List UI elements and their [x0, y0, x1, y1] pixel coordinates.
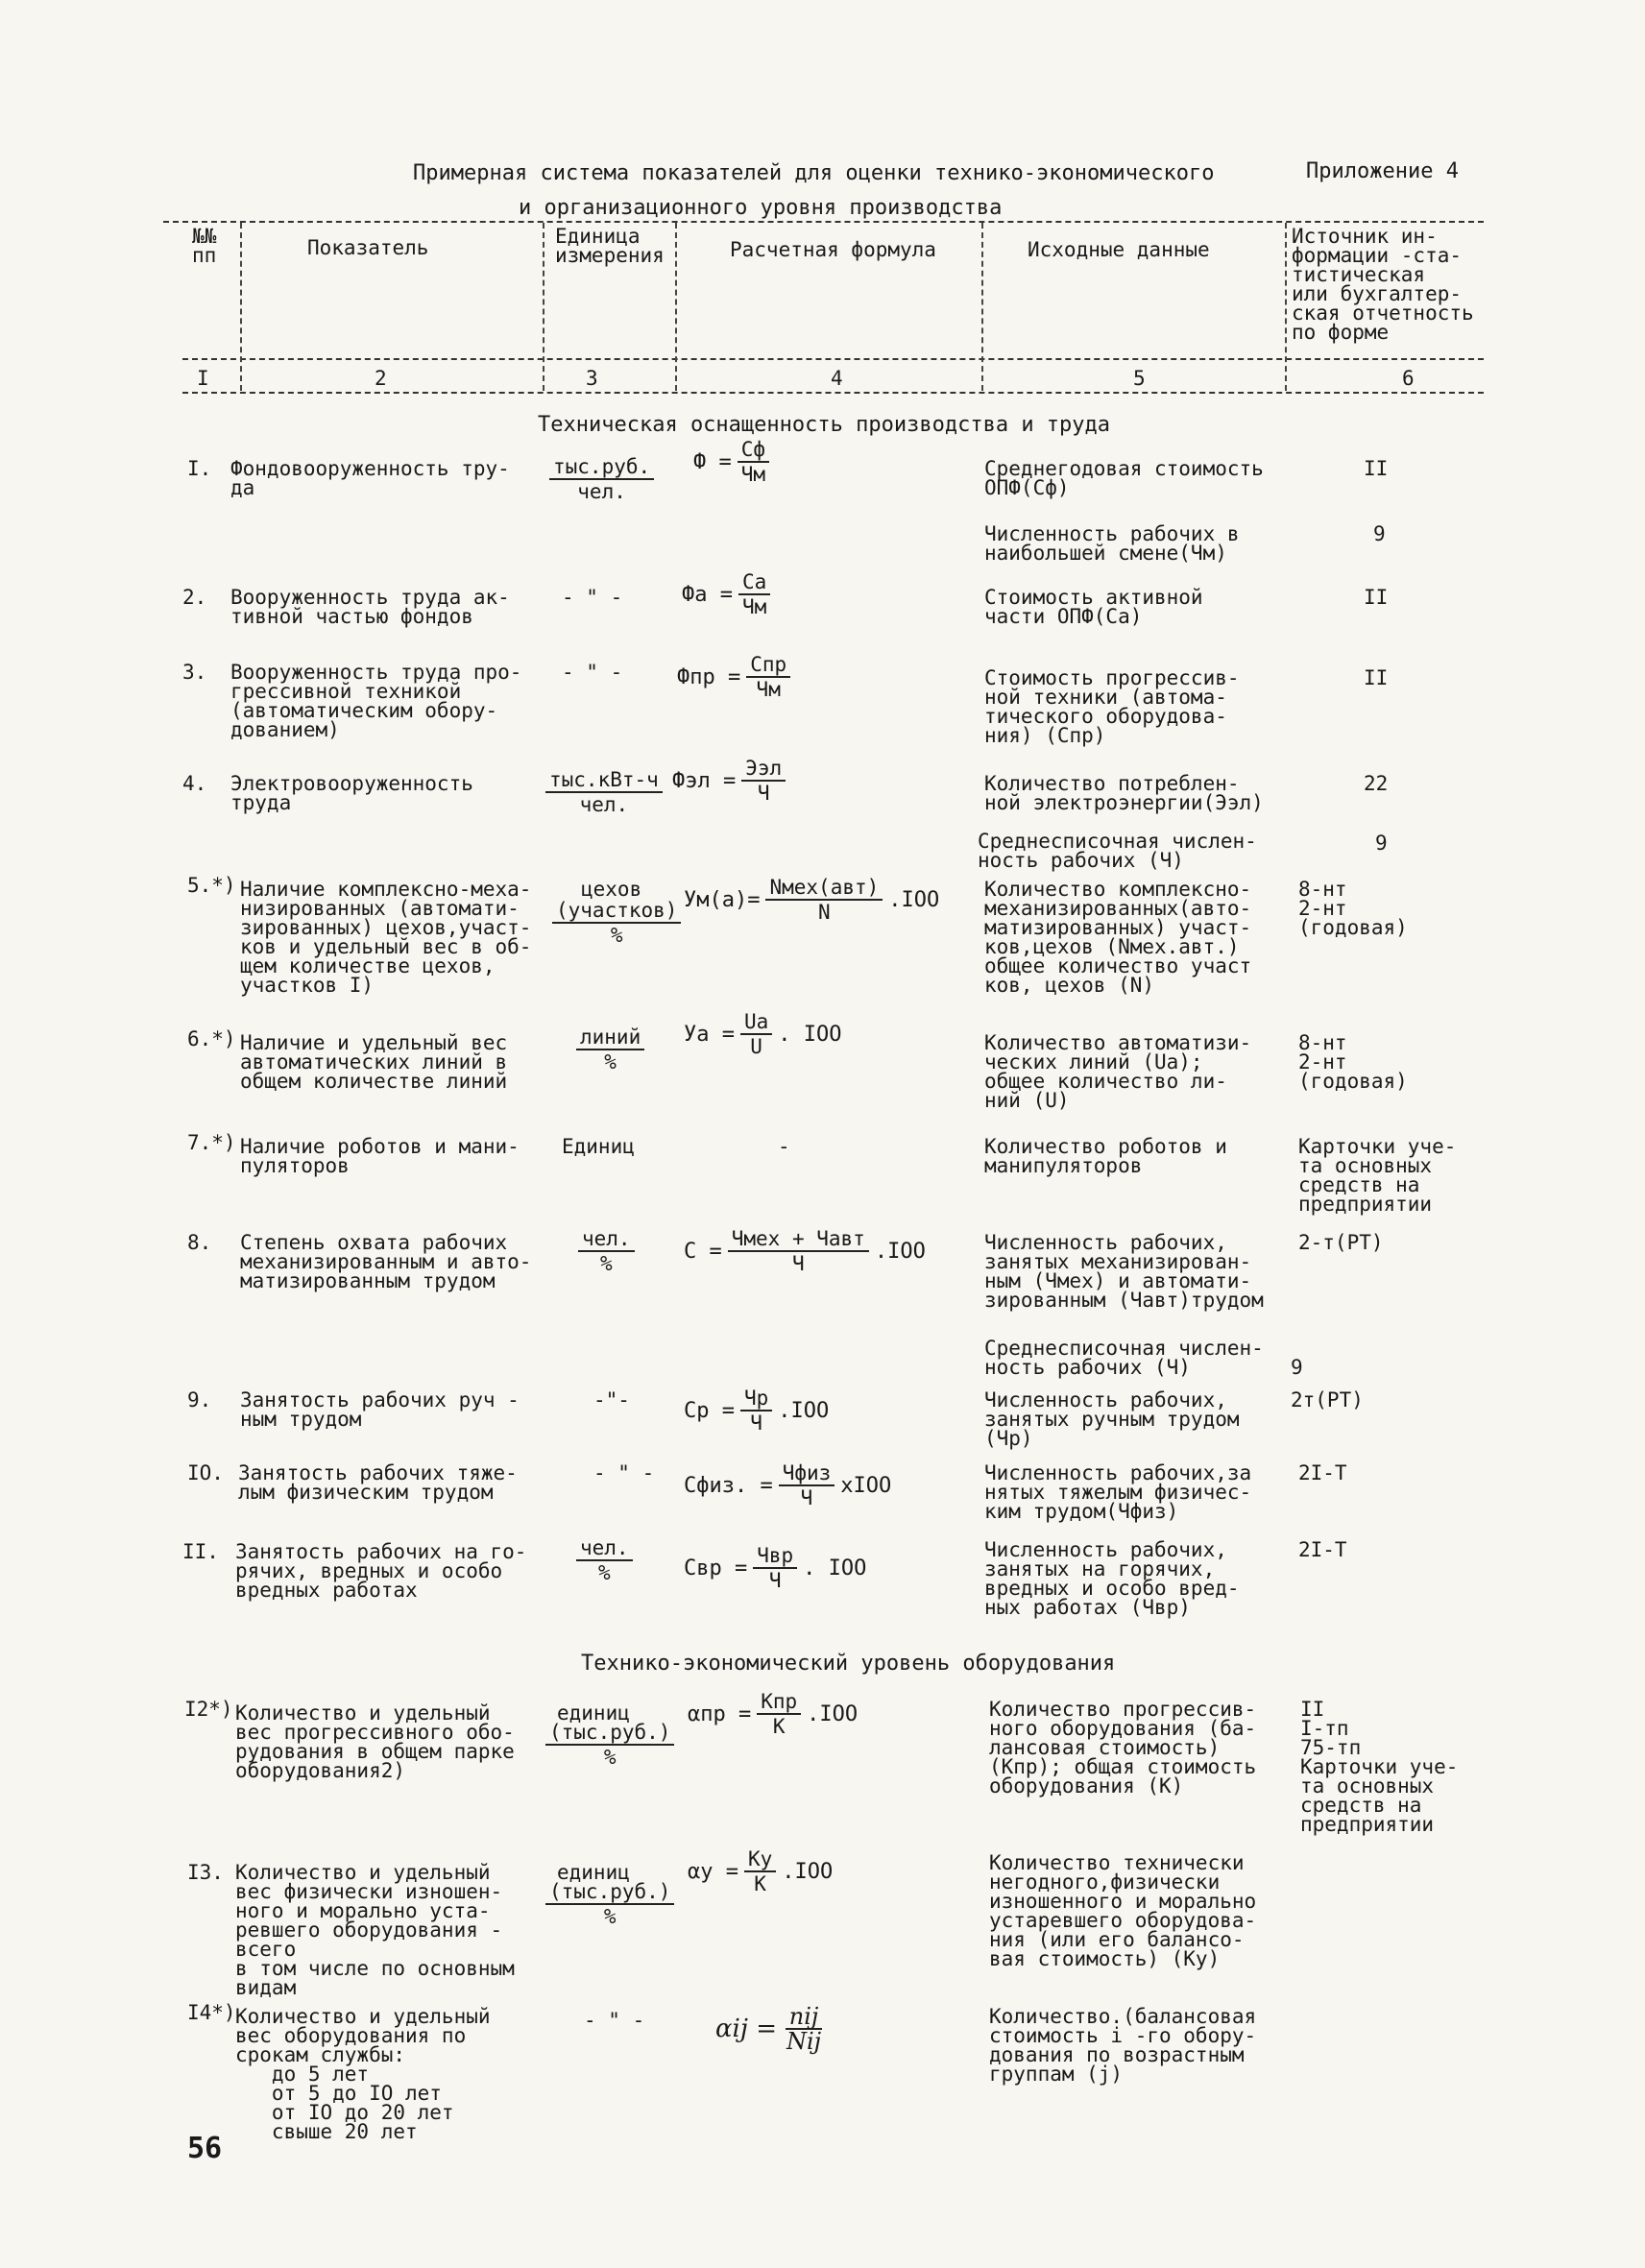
row-unit: Единиц	[562, 1135, 635, 1158]
col-divider-1	[240, 223, 242, 391]
col-number-2: 2	[375, 367, 387, 390]
header-unit: Единица измерения	[555, 225, 665, 267]
formula-lhs: αпр =	[688, 1701, 752, 1726]
formula-lhs: αij =	[715, 2015, 777, 2043]
row-formula	[684, 1387, 829, 1435]
unit-denominator: чел.	[579, 793, 629, 816]
formula-denominator: N	[818, 901, 831, 924]
row-indicator: Фондовооруженность тру- да	[230, 457, 510, 499]
row-source-data: Количество технически негодного,физически изношенного и морально устаревшего оборудова- ния (или его балансо- вая стоимость) (Ку)	[989, 1851, 1257, 1970]
formula-tail: .IOO	[807, 1701, 859, 1726]
row-source-data: Количество автоматизи- ческих линий (Ua); общее количество ли- ний (U)	[984, 1031, 1252, 1112]
row-formula	[684, 1544, 866, 1592]
unit-numerator: (тыс.руб.)	[545, 1880, 674, 1905]
formula-denominator: К	[754, 1872, 766, 1895]
row-source-data: Количество роботов и манипуляторов	[984, 1135, 1227, 1177]
row-stat-source: 8-нт 2-нт (годовая)	[1298, 1031, 1408, 1093]
row-indicator: Количество и удельный вес физически изношен- ного и морально уста- ревшего оборудования - всего в том числе по основным видам	[235, 1861, 515, 1999]
row-source-data: Среднесписочная числен- ность рабочих (Ч)	[978, 830, 1257, 872]
row-stat-source: 22	[1364, 772, 1389, 795]
formula-denominator: К	[772, 1715, 786, 1738]
unit-denominator: %	[603, 1746, 617, 1769]
document-title-line2: и организационного уровня производства	[519, 196, 1003, 220]
header-indicator: Показатель	[307, 236, 429, 259]
formula-denominator: Nij	[786, 2028, 822, 2055]
unit-denominator: %	[610, 924, 623, 947]
formula-lhs: Ср =	[684, 1398, 735, 1423]
formula-tail: .IOO	[888, 887, 940, 912]
row-formula	[688, 1690, 858, 1738]
formula-numerator: Чфиз	[779, 1461, 835, 1486]
appendix-label: Приложение 4	[1306, 159, 1459, 183]
unit-numerator: линий	[576, 1025, 644, 1050]
col-number-5: 5	[1133, 367, 1146, 390]
row-indicator: Электровооруженность труда	[230, 772, 473, 814]
unit-denominator: %	[599, 1252, 613, 1275]
formula-denominator: Ч	[757, 782, 770, 805]
formula-lhs: Фэл =	[672, 768, 737, 793]
row-unit: -"-	[593, 1388, 630, 1411]
formula-numerator: Са	[738, 570, 770, 595]
header-stat-source: Источник ин- формации -ста- тистическая или бухгалтер- ская отчетность по форме	[1292, 225, 1474, 344]
formula-numerator: Ээл	[741, 757, 786, 782]
row-stat-source: 2I-Т	[1298, 1461, 1347, 1484]
unit-denominator: %	[604, 1050, 617, 1074]
header-source-data: Исходные данные	[1028, 238, 1210, 261]
row-source-data: Стоимость активной части ОПФ(Са)	[984, 586, 1203, 628]
row-stat-source: Карточки уче- та основных средств на предприятии	[1298, 1135, 1457, 1216]
formula-lhs: Свр =	[684, 1556, 748, 1580]
row-unit	[545, 1721, 674, 1769]
row-unit	[578, 1227, 635, 1275]
col-divider-2	[543, 223, 544, 391]
row-stat-source: 8-нт 2-нт (годовая)	[1298, 878, 1408, 939]
unit-denominator: %	[597, 1561, 611, 1584]
formula-numerator: Ку	[744, 1847, 776, 1872]
formula-denominator: Ч	[800, 1486, 813, 1509]
formula-tail: .IOO	[782, 1859, 834, 1884]
formula-numerator: Спр	[746, 653, 790, 678]
row-stat-source: 9	[1291, 1356, 1303, 1379]
row-stat-source: 2-т(РТ)	[1298, 1231, 1384, 1254]
formula-numerator: Ua	[740, 1010, 772, 1035]
formula-lhs: Ум(а)=	[684, 887, 761, 912]
row-unit	[552, 899, 681, 947]
row-unit: - " -	[562, 661, 623, 684]
col-divider-5	[1285, 223, 1287, 391]
formula-numerator: Кпр	[757, 1690, 801, 1715]
row-stat-source: 9	[1373, 522, 1386, 545]
row-indicator: Наличие комплексно-меха- низированных (автомати- зированных) цехов,участ- ков и удельный вес в об- щем количестве цехов, участков I)	[240, 878, 532, 997]
unit-numerator: (тыс.руб.)	[545, 1721, 674, 1746]
formula-numerator: nij	[786, 2005, 823, 2030]
row-number: I4*)	[187, 2001, 236, 2024]
row-unit	[549, 455, 654, 503]
formula-lhs: Сфиз. =	[684, 1473, 773, 1498]
row-unit-top: цехов	[581, 878, 642, 901]
formula-tail: .IOO	[874, 1239, 926, 1264]
row-stat-source: II	[1364, 457, 1389, 480]
row-unit-top: единиц	[557, 1701, 630, 1725]
row-unit: - " -	[562, 586, 623, 609]
formula-numerator: Nмех(авт)	[765, 876, 883, 901]
row-unit	[545, 1880, 674, 1928]
row-number: 8.	[187, 1231, 212, 1254]
formula-denominator: Ч	[750, 1411, 762, 1435]
row-number: 3.	[182, 661, 207, 684]
row-number: 6.*)	[187, 1027, 236, 1050]
row-number: 7.*)	[187, 1131, 236, 1154]
row-number: I2*)	[184, 1698, 233, 1721]
row-formula: -	[778, 1135, 790, 1158]
row-indicator: Вооруженность труда ак- тивной частью фондов	[230, 586, 510, 628]
row-source-data: Количество комплексно- механизированных(авто- матизированных) участ- ков,цехов (Nмех.авт.) общее количество участ ков, цехов (N)	[984, 878, 1252, 997]
col-number-4: 4	[831, 367, 843, 390]
row-number: 2.	[182, 586, 207, 609]
row-source-data: Численность рабочих в наибольшей смене(Чм)	[984, 522, 1240, 565]
row-source-data: Численность рабочих, занятых ручным трудом (Чр)	[984, 1388, 1240, 1450]
row-source-data: Численность рабочих, занятых механизирован- ным (Чмех) и автомати- зированным (Чавт)трудом	[984, 1231, 1264, 1312]
row-number: I.	[187, 457, 212, 480]
formula-tail: . IOO	[778, 1022, 842, 1047]
row-unit	[545, 768, 663, 816]
unit-numerator: чел.	[576, 1536, 633, 1561]
row-source-data: Стоимость прогрессив- ной техники (автома- тического оборудова- ния) (Спр)	[984, 666, 1240, 747]
formula-lhs: αу =	[688, 1859, 738, 1884]
unit-numerator: тыс.кВт-ч	[545, 768, 663, 793]
row-number: IO.	[187, 1461, 224, 1484]
col-divider-4	[981, 223, 983, 391]
formula-lhs: Ф =	[693, 449, 732, 474]
page-number: 56	[187, 2132, 223, 2165]
row-source-data: Количество прогрессив- ного оборудования (ба- лансовая стоимость) (Кпр); общая стоимость оборудования (К)	[989, 1698, 1257, 1798]
row-formula	[715, 2005, 825, 2053]
row-stat-source: 9	[1375, 832, 1388, 855]
col-number-1: I	[197, 367, 209, 390]
unit-numerator: чел.	[578, 1227, 635, 1252]
formula-numerator: Чвр	[753, 1544, 797, 1569]
row-indicator: Занятость рабочих руч - ным трудом	[240, 1388, 520, 1431]
formula-denominator: Чм	[741, 595, 767, 618]
unit-numerator: (участков)	[552, 899, 681, 924]
row-source-data: Количество.(балансовая стоимость i -го обору- дования по возрастным группам (j)	[989, 2005, 1257, 2086]
row-indicator: Вооруженность труда про- грессивной техникой (автоматическим обору- дованием)	[230, 661, 522, 741]
row-unit-top: единиц	[557, 1861, 630, 1884]
row-formula	[682, 570, 776, 618]
row-source-data: Среднегодовая стоимость ОПФ(Сф)	[984, 457, 1264, 499]
row-unit	[576, 1536, 633, 1584]
formula-lhs: Фа =	[682, 582, 733, 607]
row-source-data: Среднесписочная числен- ность рабочих (Ч)	[984, 1337, 1264, 1379]
row-number: I3.	[187, 1861, 224, 1884]
row-indicator: Наличие и удельный вес автоматических линий в общем количестве линий	[240, 1031, 508, 1093]
row-indicator: Занятость рабочих на го- рячих, вредных и особо вредных работах	[235, 1540, 527, 1602]
row-source-data: Количество потреблен- ной электроэнергии(Ээл)	[984, 772, 1264, 814]
row-indicator: Наличие роботов и мани- пуляторов	[240, 1135, 520, 1177]
header-bottom-line	[182, 358, 1484, 360]
row-number: 9.	[187, 1388, 212, 1411]
row-stat-source: II	[1364, 586, 1389, 609]
formula-tail: .IOO	[778, 1398, 830, 1423]
formula-lhs: Фпр =	[677, 664, 741, 689]
col-divider-3	[675, 223, 677, 391]
row-formula	[684, 876, 939, 924]
formula-denominator: Чм	[756, 678, 781, 701]
col-number-3: 3	[586, 367, 598, 390]
col-numbers-bottom-line	[182, 392, 1484, 394]
formula-numerator: Чр	[740, 1387, 772, 1411]
row-formula	[684, 1010, 842, 1058]
formula-denominator: U	[750, 1035, 762, 1058]
section-title-equipment-level: Технико-экономический уровень оборудования	[581, 1652, 1116, 1676]
document-title-line1: Примерная система показателей для оценки технико-экономического	[413, 161, 1215, 185]
row-indicator: Степень охвата рабочих механизированным и авто- матизированным трудом	[240, 1231, 532, 1292]
col-number-6: 6	[1402, 367, 1415, 390]
unit-denominator: %	[603, 1905, 617, 1928]
row-formula	[688, 1847, 833, 1895]
unit-numerator: тыс.руб.	[549, 455, 654, 480]
row-indicator: Количество и удельный вес оборудования по срокам службы: до 5 лет от 5 до IO лет от IO до 20 лет свыше 20 лет	[235, 2005, 491, 2143]
row-formula	[677, 653, 796, 701]
row-formula	[693, 438, 775, 486]
formula-numerator: Сф	[738, 438, 769, 463]
row-source-data: Численность рабочих, занятых на горячих, вредных и особо вред- ных работах (Чвр)	[984, 1538, 1240, 1619]
formula-lhs: С =	[684, 1239, 722, 1264]
row-stat-source: II I-тп 75-тп Карточки уче- та основных средств на предприятии	[1300, 1698, 1459, 1836]
row-unit: - " -	[593, 1461, 655, 1484]
row-unit: - " -	[584, 2009, 645, 2032]
row-number: II.	[182, 1540, 219, 1563]
header-formula: Расчетная формула	[730, 238, 936, 261]
row-formula	[684, 1227, 926, 1275]
row-formula	[672, 757, 791, 805]
formula-tail: . IOO	[803, 1556, 867, 1580]
row-stat-source: II	[1364, 666, 1389, 689]
row-source-data: Численность рабочих,за нятых тяжелым физичес- ким трудом(Чфиз)	[984, 1461, 1252, 1523]
row-stat-source: 2I-Т	[1298, 1538, 1347, 1561]
formula-denominator: Чм	[740, 463, 766, 486]
header-num: №№ пп	[192, 225, 217, 267]
row-unit	[576, 1025, 644, 1074]
row-formula	[684, 1461, 891, 1509]
formula-denominator: Ч	[791, 1252, 805, 1275]
row-number: 5.*)	[187, 874, 236, 897]
row-number: 4.	[182, 772, 207, 795]
row-indicator: Количество и удельный вес прогрессивного обо- рудования в общем парке оборудования2)	[235, 1701, 515, 1782]
formula-denominator: Ч	[768, 1569, 782, 1592]
formula-numerator: Чмех + Чавт	[728, 1227, 869, 1252]
formula-tail: xIOO	[840, 1473, 892, 1498]
unit-denominator: чел.	[577, 480, 626, 503]
section-title-technical-equipment: Техническая оснащенность производства и труда	[538, 413, 1111, 437]
row-stat-source: 2т(РТ)	[1291, 1388, 1364, 1411]
row-indicator: Занятость рабочих тяже- лым физическим трудом	[238, 1461, 518, 1504]
formula-lhs: Уа =	[684, 1022, 735, 1047]
